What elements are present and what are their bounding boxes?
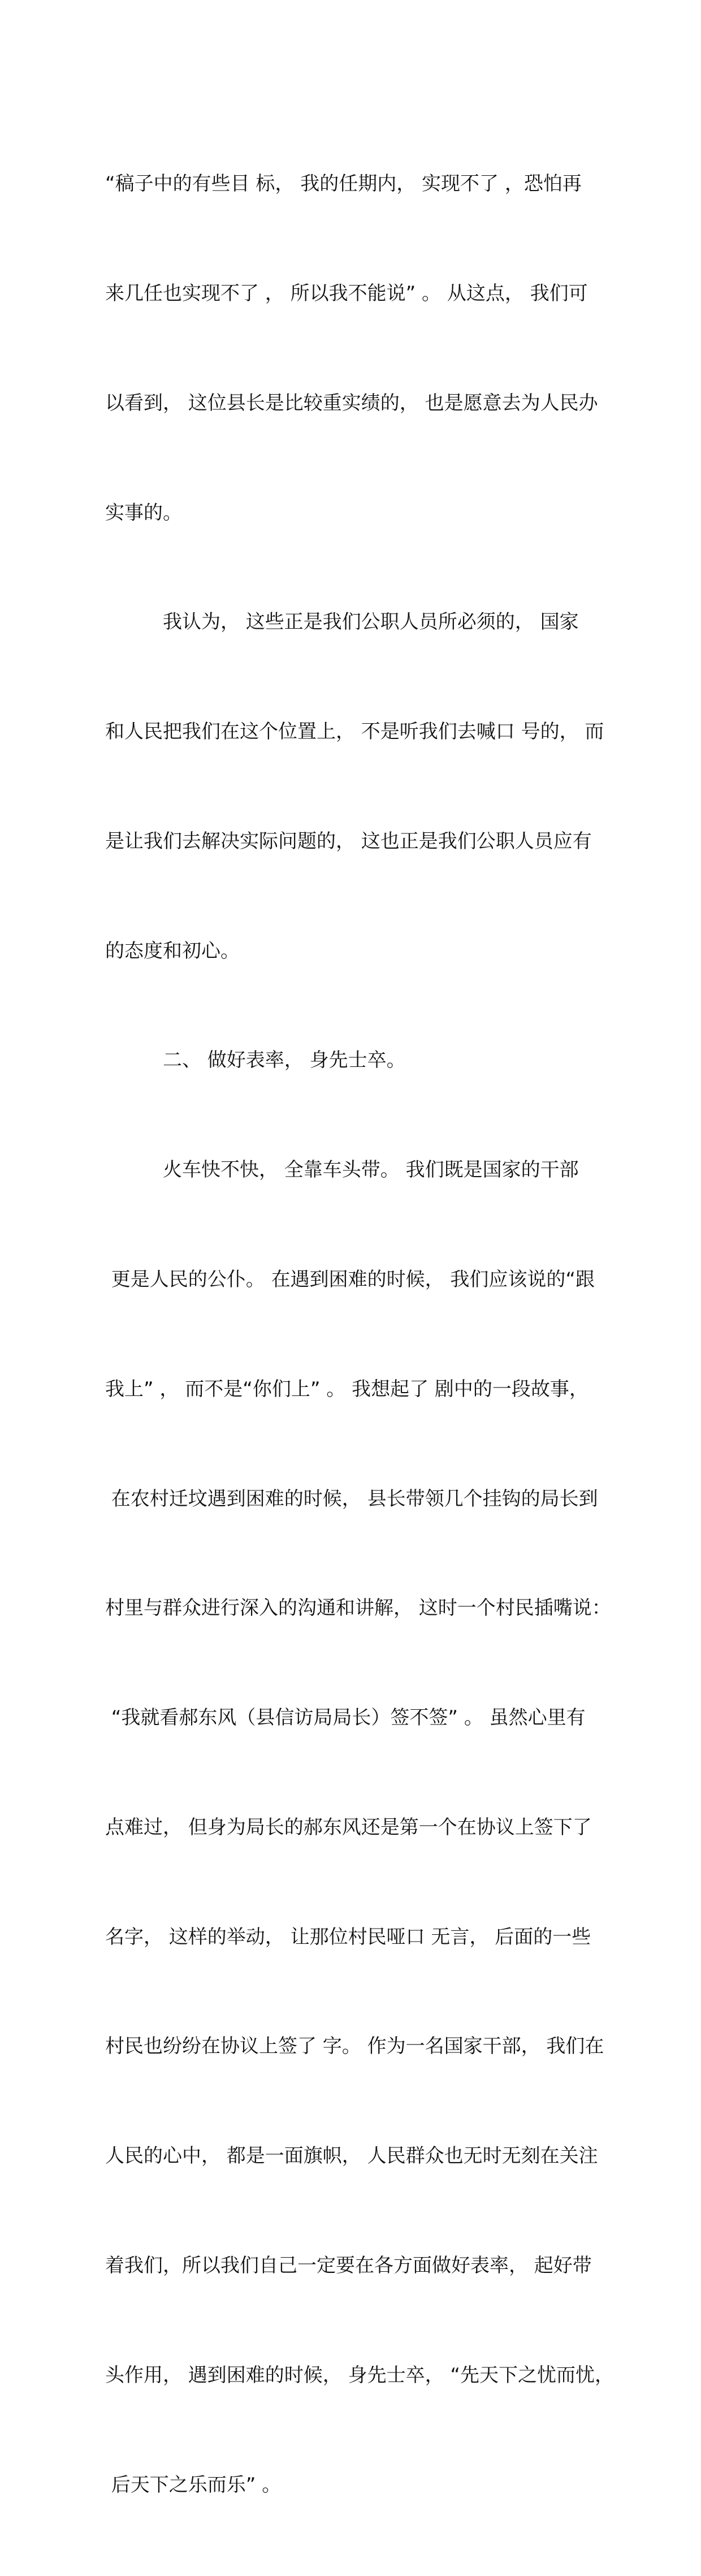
text-line: 后天下之乐而乐” 。 <box>105 2473 282 2496</box>
text-line: 在农村迁坟遇到困难的时候， 县长带领几个挂钩的局长到 <box>105 1487 598 1510</box>
document-body-text <box>105 93 614 2576</box>
text-line: 火车快不快， 全靠车头带。 我们既是国家的干部 <box>105 1159 579 1182</box>
text-line: 来几任也实现不了 ， 所以我不能说” 。 从这点， 我们可 <box>105 282 588 305</box>
text-line: “我就看郝东风（县信访局局长）签不签” 。 虽然心里有 <box>105 1706 586 1730</box>
section-heading: 二、 做好表率， 身先士卒。 <box>105 1049 406 1072</box>
text-line: 村民也纷纷在协议上签了 字。 作为一名国家干部， 我们在 <box>105 2035 604 2058</box>
text-line: 点难过， 但身为局长的郝东风还是第一个在协议上签下了 <box>105 1816 592 1839</box>
text-line: 名字， 这样的举动， 让那位村民哑口 无言， 后面的一些 <box>105 1925 591 1948</box>
text-line: 我认为， 这些正是我们公职人员所必须的， 国家 <box>105 611 579 634</box>
text-line: 是让我们去解决实际问题的， 这也正是我们公职人员应有 <box>105 829 592 853</box>
text-line: 人民的心中， 都是一面旗帜， 人民群众也无时无刻在关注 <box>105 2145 598 2168</box>
text-line: 着我们，所以我们自己一定要在各方面做好表率， 起好带 <box>105 2254 592 2277</box>
text-line: 村里与群众进行深入的沟通和讲解， 这时一个村民插嘴说： <box>105 1597 611 1620</box>
text-line: 和人民把我们在这个位置上， 不是听我们去喊口 号的， 而 <box>105 720 604 744</box>
text-line: 头作用， 遇到困难的时候， 身先士卒， “先天下之忧而忧， <box>105 2363 615 2387</box>
text-line: 更是人民的公仆。 在遇到困难的时候， 我们应该说的“跟 <box>105 1268 595 1291</box>
text-line: 的态度和初心。 <box>105 939 240 962</box>
text-line: “稿子中的有些目 标， 我的任期内， 实现不了 ，恐怕再 <box>105 172 582 196</box>
text-line: 我上” ， 而不是“你们上” 。 我想起了 剧中的一段故事， <box>105 1377 589 1401</box>
text-line: 以看到， 这位县长是比较重实绩的， 也是愿意去为人民办 <box>105 391 598 414</box>
text-line: 实事的。 <box>105 501 182 524</box>
